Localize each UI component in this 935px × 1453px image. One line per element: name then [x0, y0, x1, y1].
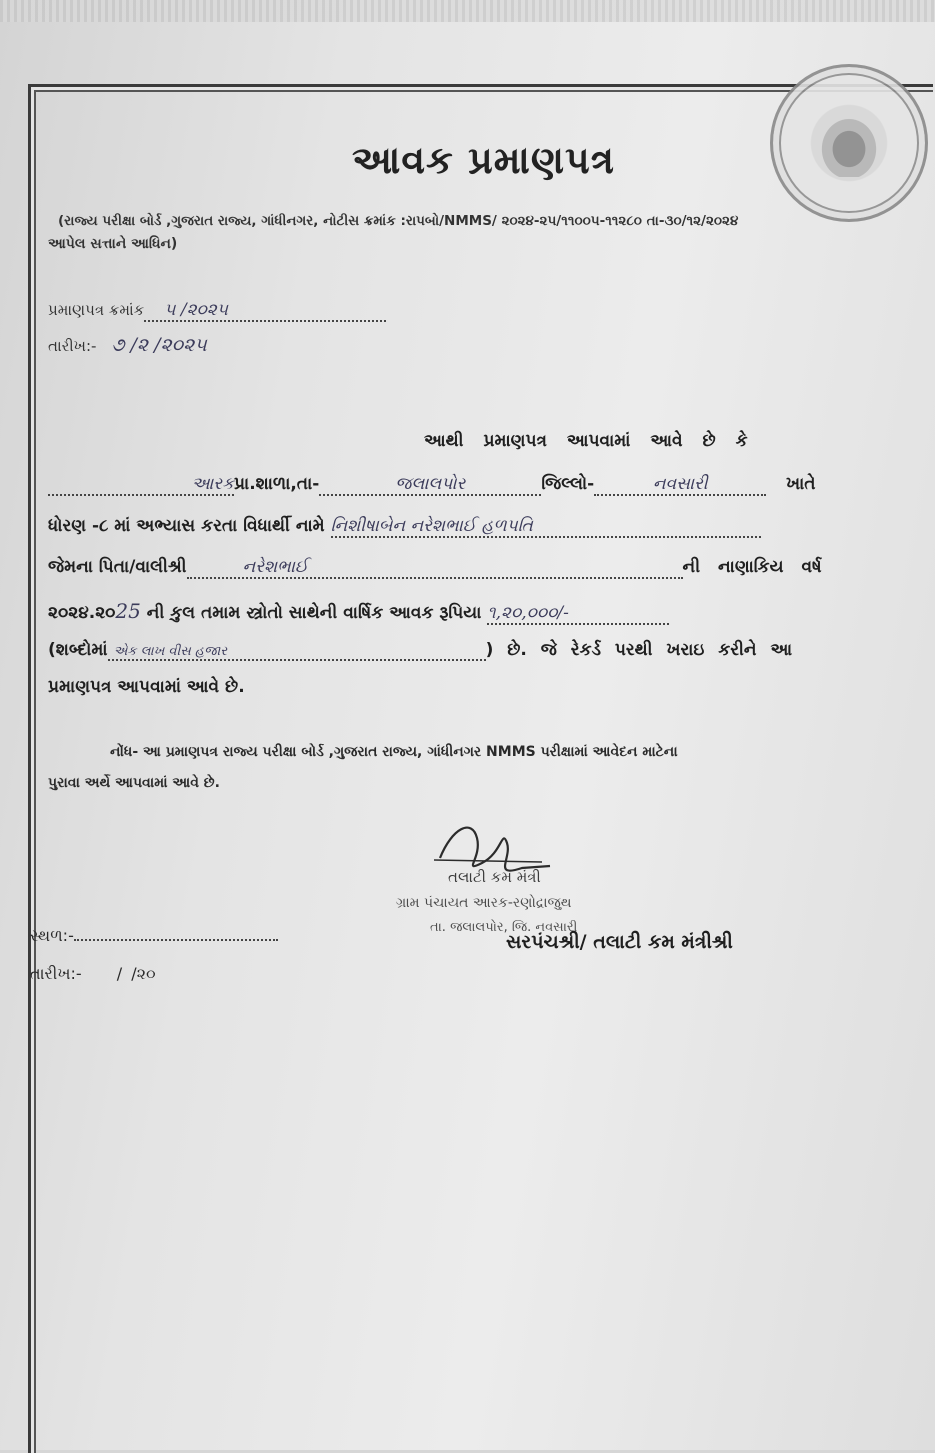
words-label: (શબ્દોમાં: [48, 640, 108, 660]
certificate-date-value: ૭ /૨ /૨૦૨૫: [111, 334, 207, 356]
student-name-value: નિશીષાબેન નરેશભાઈ હળપતિ: [331, 516, 761, 538]
school-row: [48, 474, 816, 496]
year-handwritten: 25: [115, 599, 141, 623]
words-row: [48, 640, 792, 661]
closing-text: પ્રમાણપત્ર આપવામાં આવે છે.: [48, 677, 245, 697]
stamp-designation: તલાટી કમ મંત્રી: [448, 868, 541, 886]
income-row: [48, 599, 669, 625]
authority-reference-line2: આપેલ સત્તાને આધિન): [48, 236, 178, 252]
year-prefix: ૨૦૨૪.૨૦: [48, 603, 116, 623]
note-line1: નોંધ- આ પ્રમાણપત્ર રાજ્ય પરીક્ષા બોર્ડ ,ગુજરાત રાજ્ય, ગાંધીનગર NMMS પરીક્ષામાં આવેદન માટેના: [110, 744, 678, 760]
certificate-date-label: તારીખ:-: [48, 337, 97, 355]
district-value: નવસારી: [594, 474, 766, 496]
record-text: ) છે. જે રેકર્ડ પરથી ખરાઇ કરીને આ: [485, 640, 793, 660]
words-value: એક લાખ વીસ હજાર: [108, 644, 486, 661]
guardian-row: [48, 557, 822, 579]
student-row: [48, 516, 761, 538]
financial-year-label: ની નાણાકિય વર્ષ: [682, 557, 822, 577]
footer-date-blank: / /૨૦: [116, 964, 156, 983]
certificate-intro: આથી પ્રમાણપત્ર આપવામાં આવે છે કે: [424, 431, 748, 451]
income-text: ની કુલ તમામ સ્ત્રોતો સાથેની વાર્ષિક આવક રૂપિયા: [146, 603, 482, 623]
certificate-date-row: [48, 334, 207, 356]
stamp-panchayat: ગ્રામ પંચાયત આરક-રણોદ્રાજુથ: [396, 895, 572, 911]
school-name-value: આરક: [48, 474, 234, 496]
footer-date-label: તારીખ:-: [30, 964, 82, 983]
panchayat-seal-graphic: [770, 64, 928, 222]
guardian-label: જેમના પિતા/વાલીશ્રી: [48, 557, 187, 577]
authority-reference-line1: (રાજ્ય પરીક્ષા બોર્ડ ,ગુજરાત રાજ્ય, ગાંધીનગર, નોટીસ ક્રમાંક :રાપબો/NMMS/ ૨૦૨૪-૨૫/૧૧૦૦૫-૧૧૨૮૦ તા-૩૦/૧૨/૨૦૨૪: [58, 213, 739, 229]
page-border-frame: [28, 84, 933, 1453]
certificate-number-value: ૫ /૨૦૨૫: [144, 300, 386, 322]
place-blank: [74, 939, 278, 941]
certificate-number-label: પ્રમાણપત્ર ક્રમાંક: [48, 301, 145, 319]
school-label: પ્રા.શાળા,તા-: [234, 474, 320, 494]
at-label: ખાતે: [786, 474, 816, 494]
district-label: જિલ્લો-: [541, 474, 595, 494]
footer-date-row: [30, 964, 156, 984]
income-value: ૧,૨૦,૦૦૦/-: [487, 603, 669, 625]
seal-emblem-icon: [811, 107, 887, 177]
standard-text: ધોરણ -૮ માં અભ્યાસ કરતા વિધાર્થી નામે: [48, 516, 325, 536]
guardian-name-value: નરેશભાઈ: [187, 557, 683, 579]
signatory-title: સરપંચશ્રી/ તલાટી કમ મંત્રીશ્રી: [506, 931, 733, 953]
place-label: સ્થળ:-: [30, 926, 74, 945]
certificate-number-row: [48, 300, 386, 322]
note-line2: પુરાવા અર્થે આપવામાં આવે છે.: [48, 775, 220, 791]
certificate-title: આવક પ્રમાણપત્ર: [352, 138, 616, 182]
stamp-taluka: તા. જલાલપોર, જિ. નવસારી: [430, 920, 578, 935]
taluka-value: જલાલપોર: [319, 474, 541, 496]
place-row: [30, 926, 278, 946]
torn-top-edge: [0, 0, 935, 22]
